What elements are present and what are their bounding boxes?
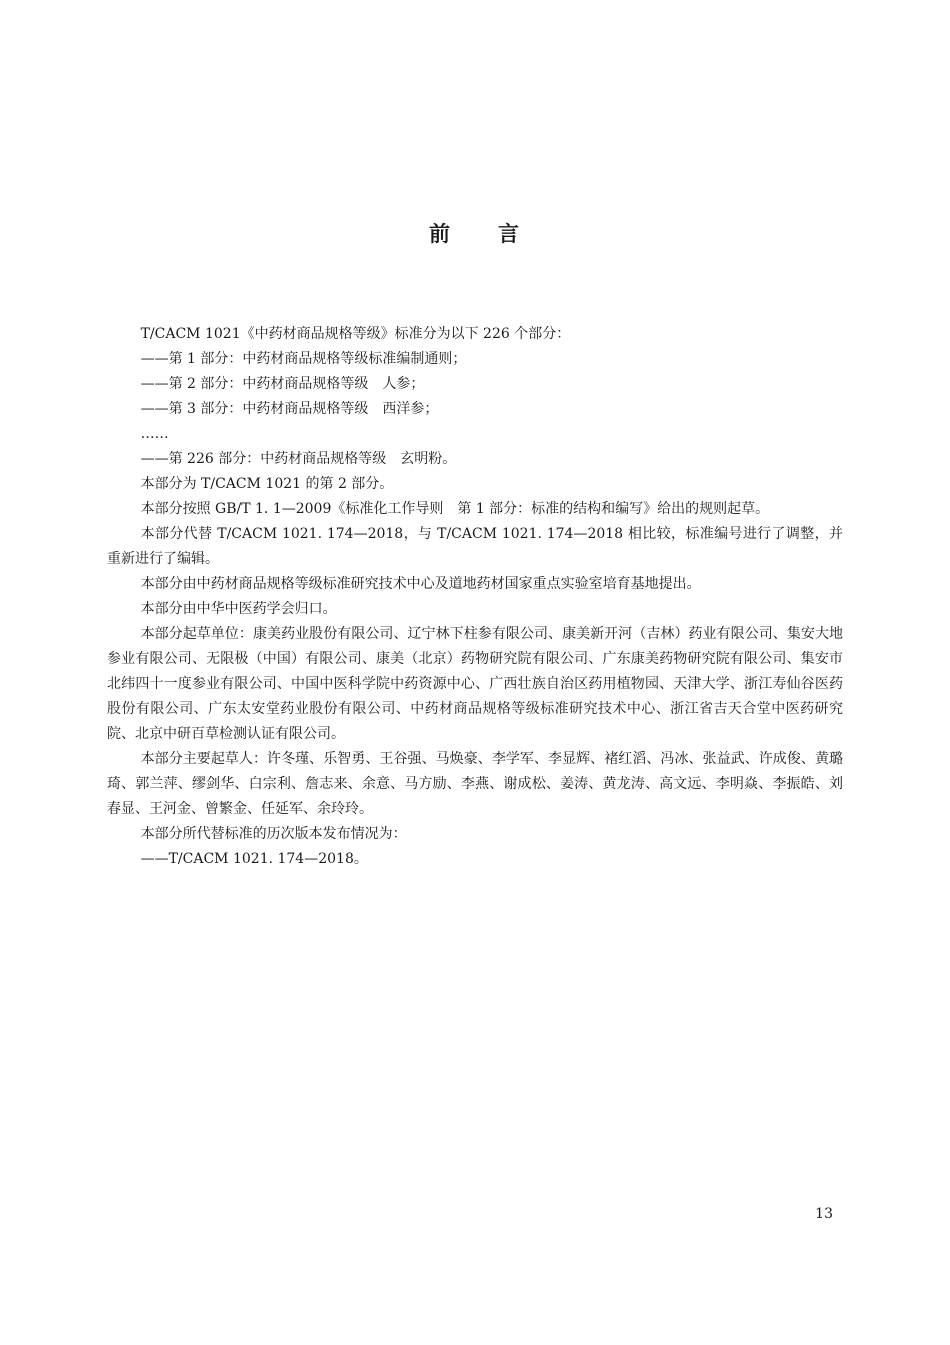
paragraph-centralized-by: 本部分由中华中医药学会归口。 [140, 601, 337, 617]
paragraph-drafting-rules: 本部分按照 GB/T 1. 1—2009《标准化工作导则 第 1 部分：标准的结构和编写》给出的规则起草。 [140, 501, 770, 517]
paragraph-proposed-by: 本部分由中药材商品规格等级标准研究技术中心及道地药材国家重点实验室培育基地提出。 [140, 576, 701, 592]
paragraph-drafters: 本部分主要起草人：许冬瑾、乐智勇、王谷强、马焕豪、李学军、李显辉、褚红滔、冯冰、张益武、许成俊、黄璐琦、郭兰萍、缪剑华、白宗利、詹志来、余意、马方励、李燕、谢成松、姜涛、黄龙涛、高文远、李明焱、李振皓、刘春显、王河金、曾繁金、任延军、余玲玲。 [107, 751, 843, 817]
paragraph-ellipsis: …… [140, 426, 169, 442]
paragraph-history-intro: 本部分所代替标准的历次版本发布情况为： [140, 826, 407, 842]
paragraph-part-226: ——第 226 部分：中药材商品规格等级 玄明粉。 [140, 451, 457, 467]
foreword-body [107, 322, 843, 872]
page-title [0, 218, 950, 250]
paragraph-drafting-units: 本部分起草单位：康美药业股份有限公司、辽宁林下柱参有限公司、康美新开河（吉林）药业有限公司、集安大地参业有限公司、无限极（中国）有限公司、康美（北京）药物研究院有限公司、广东康美药物研究院有限公司、集安市北纬四十一度参业有限公司、中国中医科学院中药资源中心、广西壮族自治区药用植物园、天津大学、浙江寿仙谷医药股份有限公司、广东太安堂药业股份有限公司、中药材商品规格等级标准研究技术中心、浙江省吉天合堂中医药研究院、北京中研百草检测认证有限公司。 [107, 626, 843, 742]
paragraph-part-3: ——第 3 部分：中药材商品规格等级 西洋参； [140, 401, 439, 417]
paragraph-part-1: ——第 1 部分：中药材商品规格等级标准编制通则； [140, 351, 467, 367]
paragraph-parts-intro: T/CACM 1021《中药材商品规格等级》标准分为以下 226 个部分： [140, 326, 571, 342]
page-number: 13 [815, 1206, 833, 1222]
paragraph-history-item: ——T/CACM 1021. 174—2018。 [140, 851, 368, 867]
page-title-right: 言 [498, 222, 521, 246]
page-title-left: 前 [429, 222, 452, 246]
paragraph-part-2: ——第 2 部分：中药材商品规格等级 人参； [140, 376, 425, 392]
paragraph-replaces: 本部分代替 T/CACM 1021. 174—2018，与 T/CACM 1021. 174—2018 相比较，标准编号进行了调整，并重新进行了编辑。 [107, 526, 843, 567]
paragraph-this-part: 本部分为 T/CACM 1021 的第 2 部分。 [140, 476, 394, 492]
